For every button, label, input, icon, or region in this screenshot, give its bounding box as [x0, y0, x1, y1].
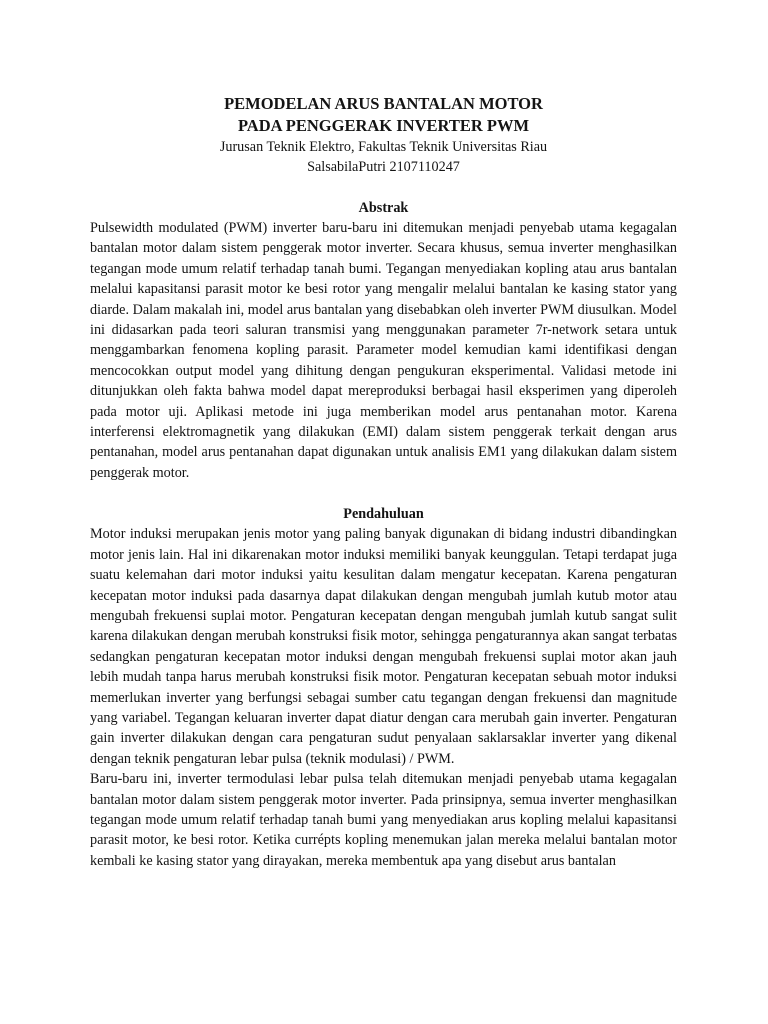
author-affiliation: Jurusan Teknik Elektro, Fakultas Teknik Universitas Riau [219, 139, 548, 155]
abstract-text: Pulsewidth modulated (PWM) inverter baru-baru ini ditemukan menjadi penyebab utama kegagalan bantalan motor dalam sistem penggerak motor inverter. Secara khusus, semua inverter menghasilkan tegangan mode umum relatif terhadap tanah bumi. Tegangan menyediakan kopling atau arus bantalan melalui kapasitansi parasit motor ke besi rotor yang mengalir melalui bantalan ke kasing stator yang diarde. Dalam makalah ini, model arus bantalan yang disebabkan oleh inverter PWM diusulkan. Model ini didasarkan pada teori saluran transmisi yang menggunakan parameter 7r-network setara untuk menggambarkan fenomena kopling parasit. Parameter model kemudian kami identifikasi dengan mencocokkan output model yang dihitung dengan pengukuran eksperimental. Validasi metode ini ditunjukkan oleh fakta bahwa model dapat mereproduksi berbagai hasil eksperimen yang diperoleh pada motor uji. Aplikasi metode ini juga memberikan model arus pentanahan motor. Karena interferensi elektromagnetik yang dilakukan (EMI) dalam sistem penggerak terkait dengan arus pentanahan, model arus pentanahan dapat digunakan untuk analisis EM1 yang dilakukan dalam sistem penggerak motor. [90, 220, 677, 481]
paper-page [90, 93, 677, 871]
introduction-heading: Pendahuluan [343, 506, 424, 523]
introduction-paragraph-1: Motor induksi merupakan jenis motor yang paling banyak digunakan di bidang industri dibandingkan motor jenis lain. Hal ini dikarenakan motor induksi memiliki banyak keunggulan. Tetapi terdapat juga suatu kelemahan dari motor induksi yaitu kesulitan dalam mengatur kecepatan. Karena pengaturan kecepatan motor induksi pada dasarnya dapat dilakukan dengan mengubah jumlah kutub motor atau mengubah frekuensi suplai motor. Pengaturan kecepatan dengan mengubah jumlah kutub sangat sulit karena dilakukan dengan merubah konstruksi fisik motor, sehingga pengaturannya akan sangat terbatas sedangkan pengaturan kecepatan motor induksi dengan mengubah frekuensi suplai motor akan jauh lebih mudah tanpa harus merubah konstruksi fisik motor. Pengaturan kecepatan sebuah motor induksi memerlukan inverter yang berfungsi sebagai sumber catu tegangan dengan frekuensi dan magnitude yang variabel. Tegangan keluaran inverter dapat diatur dengan cara merubah gain inverter. Pengaturan gain inverter dilakukan dengan cara pengaturan sudut penyalaan saklarsaklar inverter yang dikenal dengan teknik pengaturan lebar pulsa (teknik modulasi) / PWM. [90, 526, 677, 767]
paper-title-line-2: PADA PENGGERAK INVERTER PWM [237, 116, 530, 135]
introduction-paragraph-2: Baru-baru ini, inverter termodulasi lebar pulsa telah ditemukan menjadi penyebab utama kegagalan bantalan motor dalam sistem penggerak motor inverter. Pada prinsipnya, semua inverter menghasilkan tegangan mode umum relatif terhadap tanah bumi yang menyediakan arus kopling melalui kapasitansi parasit motor, ke besi rotor. Ketika currépts kopling menemukan jalan mereka melalui bantalan motor kembali ke kasing stator yang dirayakan, mereka membentuk apa yang disebut arus bantalan [90, 771, 677, 869]
abstract-heading: Abstrak [358, 200, 409, 216]
author-name: SalsabilaPutri 2107110247 [307, 159, 460, 175]
paper-title-line-1: PEMODELAN ARUS BANTALAN MOTOR [224, 94, 543, 113]
